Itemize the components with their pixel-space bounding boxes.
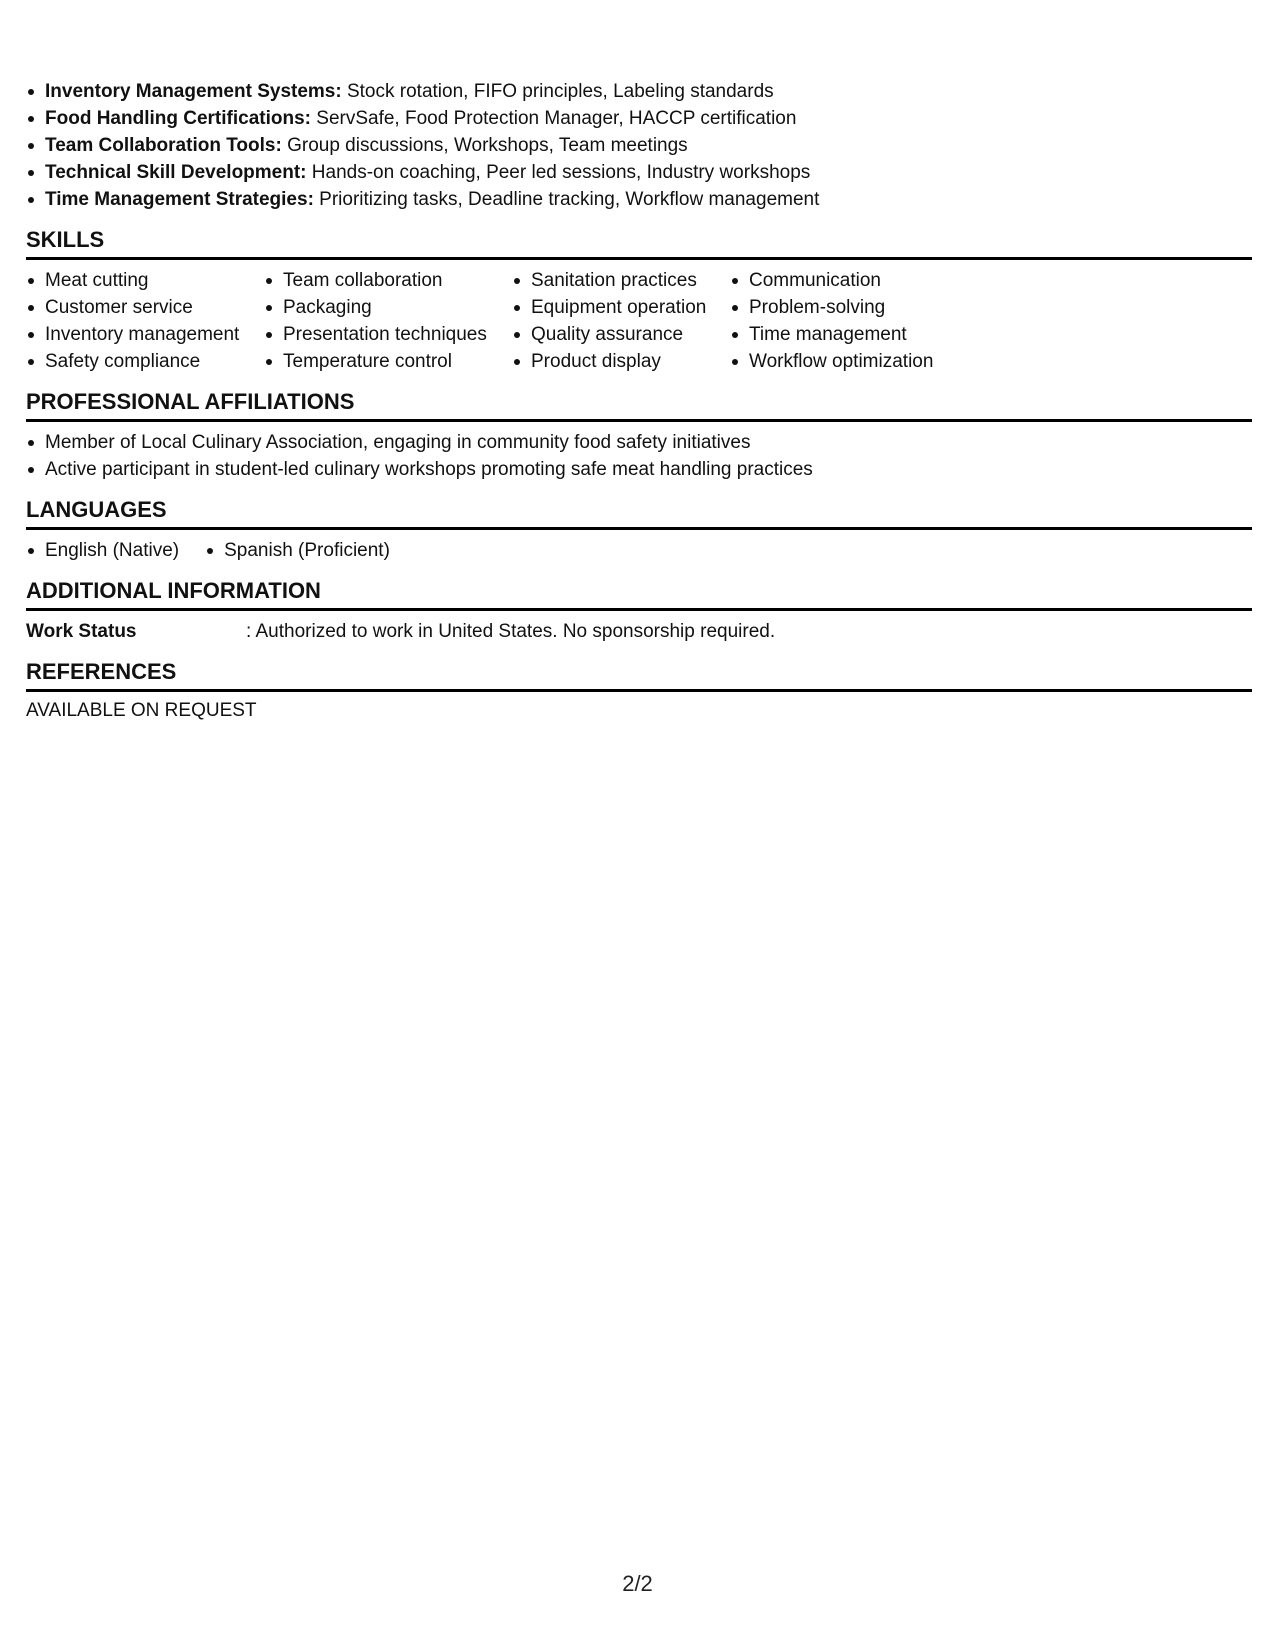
work-status-label: Work Status [26,621,137,642]
skill-item: Sanitation practices [512,267,730,294]
references-text: AVAILABLE ON REQUEST [26,700,257,721]
skill-item: Temperature control [264,348,512,375]
list-item [26,159,1252,186]
item-label: Inventory Management Systems: [45,81,342,102]
affiliation-item: Active participant in student-led culinary workshops promoting safe meat handling practices [26,456,1252,483]
skill-item: Product display [512,348,730,375]
skill-item: Equipment operation [512,294,730,321]
item-label: Team Collaboration Tools: [45,135,282,156]
resume-page [26,78,1252,724]
references-heading: REFERENCES [26,658,1252,692]
affiliation-item: Member of Local Culinary Association, engaging in community food safety initiatives [26,429,1252,456]
skill-item: Packaging [264,294,512,321]
skill-item: Time management [730,321,980,348]
skill-item: Problem-solving [730,294,980,321]
item-text: Stock rotation, FIFO principles, Labeling standards [341,81,774,102]
capabilities-list [26,78,1252,213]
item-label: Food Handling Certifications: [45,108,311,129]
skills-column [730,267,980,375]
additional-info-heading: ADDITIONAL INFORMATION [26,577,1252,611]
skill-item: Meat cutting [26,267,264,294]
affiliations-heading: PROFESSIONAL AFFILIATIONS [26,388,1252,422]
skills-grid [26,267,1252,375]
skills-column [26,267,264,375]
affiliations-list [26,429,1252,483]
list-item [26,186,1252,213]
item-text: Prioritizing tasks, Deadline tracking, Workflow management [313,189,820,210]
work-status-row [26,618,1252,645]
skills-heading: SKILLS [26,226,1252,260]
skill-item: Workflow optimization [730,348,980,375]
skill-item: Inventory management [26,321,264,348]
list-item [26,132,1252,159]
item-label: Technical Skill Development: [45,162,307,183]
item-text: Hands-on coaching, Peer led sessions, Industry workshops [306,162,811,183]
skills-column [264,267,512,375]
skill-item: Team collaboration [264,267,512,294]
item-label: Time Management Strategies: [45,189,314,210]
page-number: 2/2 [622,1571,653,1596]
skill-item: Presentation techniques [264,321,512,348]
languages-list [26,537,1252,564]
work-status-value: : Authorized to work in United States. No sponsorship required. [246,621,776,642]
skill-item: Communication [730,267,980,294]
languages-heading: LANGUAGES [26,496,1252,530]
list-item [26,78,1252,105]
list-item [26,105,1252,132]
language-item: Spanish (Proficient) [205,537,390,564]
skill-item: Quality assurance [512,321,730,348]
skill-item: Safety compliance [26,348,264,375]
language-item: English (Native) [26,537,179,564]
item-text: Group discussions, Workshops, Team meetings [281,135,688,156]
item-text: ServSafe, Food Protection Manager, HACCP certification [311,108,797,129]
skills-column [512,267,730,375]
skill-item: Customer service [26,294,264,321]
